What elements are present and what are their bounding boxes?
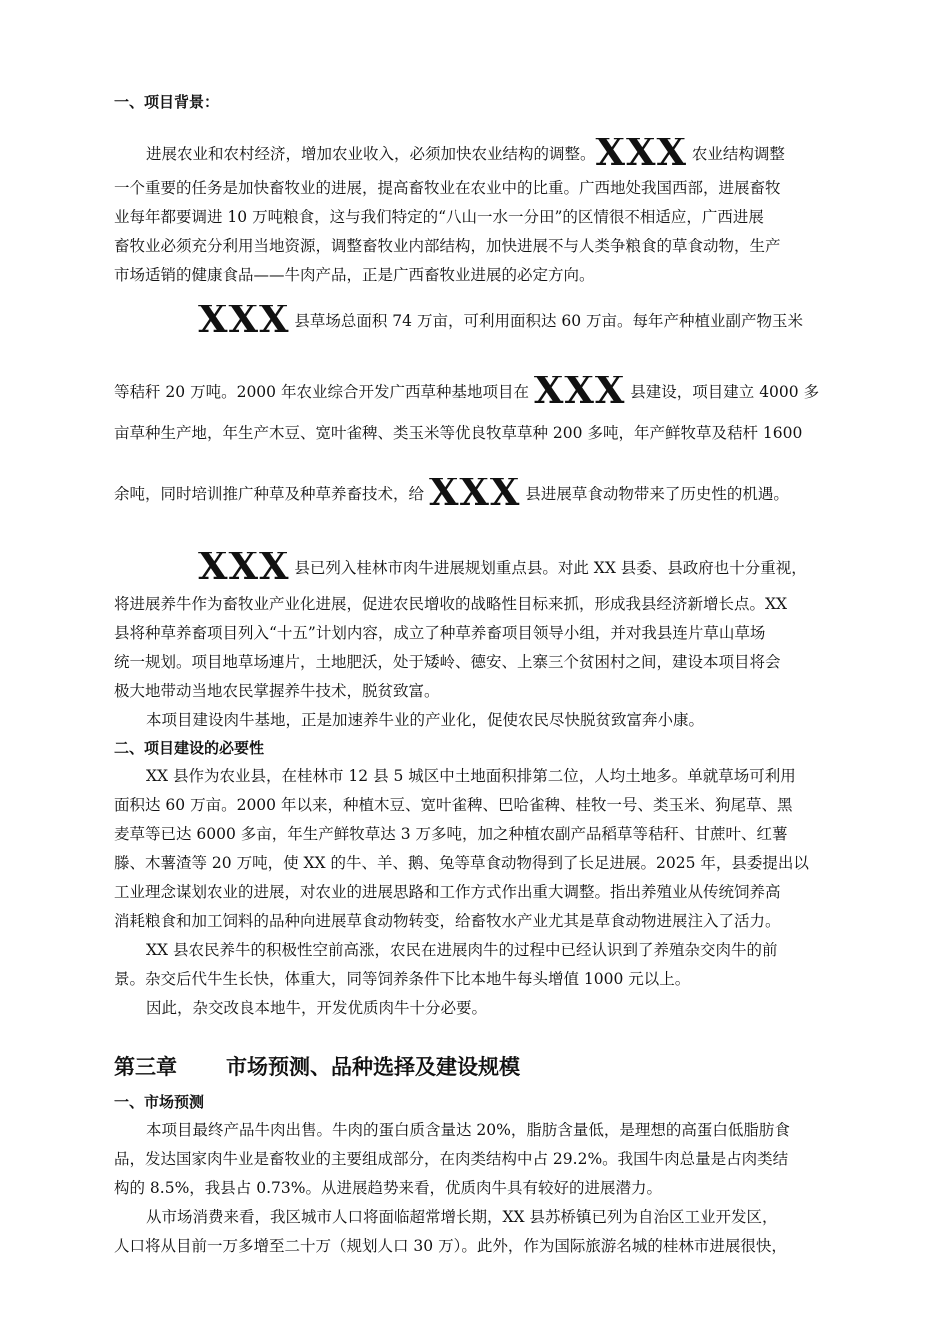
paragraph-line: 工业理念谋划农业的进展，对农业的进展思路和工作方式作出重大调整。指出养殖业从传统饲养高 [114,883,781,901]
paragraph-line: 本项目最终产品牛肉出售。牛肉的蛋白质含量达 20%，脂肪含量低，是理想的高蛋白低脂肪食 [146,1121,790,1139]
paragraph-line [146,138,836,168]
chapter-number: 第三章 [114,1055,177,1079]
subsection-heading: 一、市场预测 [114,1093,205,1111]
chapter-heading [114,1051,520,1081]
paragraph-line [198,552,838,582]
paragraph-line: 本项目建设肉牛基地，正是加速养牛业的产业化，促使农民尽快脱贫致富奔小康。 [146,711,705,729]
placeholder-xxx: XXX [198,552,290,582]
section-heading-background: 一、项目背景： [114,93,220,111]
text: 农业结构调整 [686,145,785,163]
paragraph-line: 市场适销的健康食品——牛肉产品，正是广西畜牧业进展的必定方向。 [114,266,595,284]
paragraph-line: 构的 8.5%，我县占 0.73%。从进展趋势来看，优质肉牛具有较好的进展潜力。 [114,1179,662,1197]
chapter-title: 市场预测、品种选择及建设规模 [226,1055,520,1079]
paragraph-line: 因此，杂交改良本地牛，开发优质肉牛十分必要。 [146,999,488,1017]
paragraph-line: 人口将从目前一万多增至二十万（规划人口 30 万）。此外，作为国际旅游名城的桂林市进展很快， [114,1237,787,1255]
paragraph-line [198,305,838,335]
paragraph-line: 畜牧业必须充分利用当地资源，调整畜牧业内部结构，加快进展不与人类争粮食的草食动物，生产 [114,237,781,255]
paragraph-line: XX 县作为农业县，在桂林市 12 县 5 城区中土地面积排第二位，人均土地多。单就草场可利用 [146,767,796,785]
paragraph-line: 消耗粮食和加工饲料的品种向进展草食动物转变，给畜牧水产业尤其是草食动物进展注入了活力。 [114,912,781,930]
placeholder-xxx: XXX [428,478,521,508]
placeholder-xxx: XXX [595,138,687,168]
paragraph-line: 将进展养牛作为畜牧业产业化进展，促进农民增收的战略性目标来抓，形成我县经济新增长点。XX [114,595,788,613]
paragraph-line: 品，发达国家肉牛业是畜牧业的主要组成部分，在肉类结构中占 29.2%。我国牛肉总量是占肉类结 [114,1150,789,1168]
paragraph-line: 统一规划。项目地草场連片，土地肥沃，处于矮岭、德安、上寨三个贫困村之间，建设本项目将会 [114,653,781,671]
section-heading-necessity: 二、项目建设的必要性 [114,739,265,757]
paragraph-line: 极大地带动当地农民掌握养牛技术，脱贫致富。 [114,682,440,700]
text: 县已列入桂林市肉牛进展规划重点县。对此 XX 县委、县政府也十分重视， [289,559,807,577]
placeholder-xxx: XXX [198,305,290,335]
paragraph-line: 景。杂交后代牛生长快，体重大，同等饲养条件下比本地牛每头增值 1000 元以上。 [114,970,691,988]
paragraph-line [114,376,836,406]
paragraph-line: 麦草等已达 6000 多亩，年生产鲜牧草达 3 万多吨，加之种植农副产品稻草等秸秆、甘蔗叶、红薯 [114,825,788,843]
paragraph-line [114,478,836,508]
paragraph-line: 从市场消费来看，我区城市人口将面临超常增长期，XX 县苏桥镇已列为自治区工业开发区， [146,1208,778,1226]
paragraph-line: 滕、木薯渣等 20 万吨，使 XX 的牛、羊、鹅、兔等草食动物得到了长足进展。2025 年，县委提出以 [114,854,809,872]
text: 进展农业和农村经济，增加农业收入，必须加快农业结构的调整。 [146,145,596,163]
placeholder-xxx: XXX [533,376,626,406]
text: 等秸秆 20 万吨。2000 年农业综合开发广西草种基地项目在 [114,383,534,401]
text: 余吨，同时培训推广种草及种草养畜技术，给 [114,485,429,503]
paragraph-line: XX 县农民养牛的积极性空前高涨，农民在进展肉牛的过程中已经认识到了养殖杂交肉牛的前 [146,941,778,959]
text: 县草场总面积 74 万亩，可利用面积达 60 万亩。每年产种植业副产物玉米 [289,312,804,330]
paragraph-line: 亩草种生产地，年生产木豆、宽叶雀稗、类玉米等优良牧草草种 200 多吨，年产鲜牧草及秸杆 1600 [114,424,803,442]
text: 县建设，项目建立 4000 多 [625,383,820,401]
paragraph-line: 业每年都要调进 10 万吨粮食，这与我们特定的“八山一水一分田”的区情很不相适应，广西进展 [114,208,764,226]
paragraph-line: 县将种草养畜项目列入“十五”计划内容，成立了种草养畜项目领导小组，并对我县连片草山草场 [114,624,766,642]
paragraph-line: 一个重要的任务是加快畜牧业的进展，提高畜牧业在农业中的比重。广西地处我国西部，进展畜牧 [114,179,781,197]
paragraph-line: 面积达 60 万亩。2000 年以来，种植木豆、宽叶雀稗、巴哈雀稗、桂牧一号、类玉米、狗尾草、黑 [114,796,793,814]
text: 县进展草食动物带来了历史性的机遇。 [520,485,789,503]
